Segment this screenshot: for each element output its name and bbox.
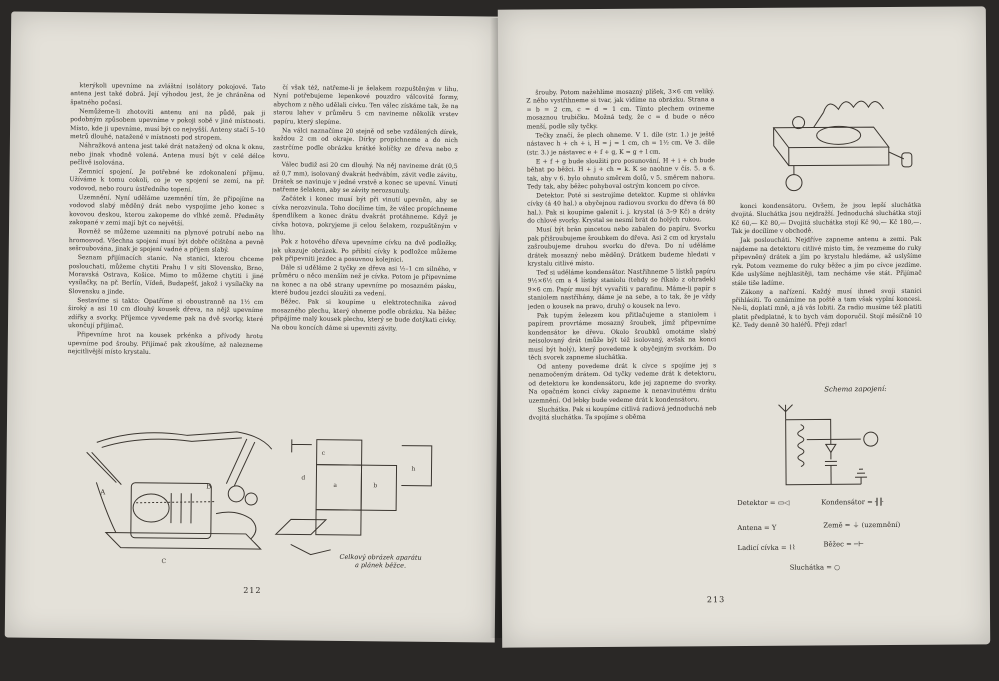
legend-label: Kondensátor = [821,498,873,507]
svg-text:b: b [373,482,378,490]
schema-title: Schema zapojení: [824,385,887,394]
paragraph: Zákony a nařízení. Každý musí ihned svoji stanici přihlásiti. To oznámíme na poště a tam však vyplní koncesi. Ne-li, doplatí mně, a já vás lobiti. Za radio musíme též platiti platit předplatné, k to bych vám doporučil. Stojí měsíčně 10 Kč. Tedy denně 30 haléřů. Přeji zdar! [731,287,922,330]
legend-slider [823,540,863,548]
legend-antenna [737,524,776,532]
paragraph: Rovněž se můžeme uzemniti na plynové potrubí nebo na hromosvod. Všechna spojení musí být dobře očištěna a pevně sešroubována, jinak je spojení vadné a příjem slabý. [68,228,265,254]
legend-label: Běžec = [823,540,852,549]
legend-label: Sluchátka = [789,563,832,572]
paragraph: Náhražková antena jest také drát natažený od okna k oknu, nebo jinak vhodně volená. Antena musí být v celé délce pečlivě isolována. [69,142,265,167]
legend-label: Ladicí cívka = [737,543,787,553]
svg-text:a: a [333,481,337,489]
condenser-symbol-icon: ╢╟ [874,498,884,507]
ground-symbol-icon: ⏚ [852,521,860,530]
headphones-symbol-icon: ○ [834,563,841,572]
detector-illustration [753,87,924,198]
paragraph: Začátek i konec musí být při vinutí upevněn, aby se cívka nerozvinula. Toho docílíme tím, že válec propíchneme špendlíkem a konec drátu dvakrát protáhneme. Když je cívka hotova, pokryjeme ji celou šelakem, rozpuštěným v lihu. [271,195,458,237]
paragraph: Jak posloucháti. Nejdříve zapneme antenu a zemi. Pak najdeme na detektoru citlivé místo tím, že vezmeme do ruky připevněný drátek a jím po krystalu hledáme, až uslyšíme ryk. Potom vezmeme do ruky běžec a jím po cívce jezdíme. Kde uslyšíme nejhlasitěji, tam necháme vše stát. Přijímač stále tiše ladíme. [731,236,922,287]
paragraph: E + f + g bude sloužiti pro posunování. H + i + ch bude běhat po běžci. H + j + ch = k. K se naohne v čís. 5. a 6. tak, aby v 6. bylo ohnuto směrem dolů, v 5. směrem nahoru. Tedy tak, aby běžec pohyboval ostrým koncem po cívce. [526,156,715,191]
paragraph: Pak z hotového dřeva upevníme cívku na dvě podložky, jak ukazuje obrázek. Po přibití cívky k podložce můžeme pak připevniti jezdec a posuvnou kolejnici. [271,238,457,264]
paragraph: Pak tupým železem kou přitlačujeme a staniolem i papírem provrtáme mosazný šroubek, jímž připevníme kondensátor ke dřevu. Okolo šroubků omotáme slabý neisolovaný drát (může být též isolovaný, avšak na konci musí být holý), který povedeme k obyčejným svorkám. Do těch svorek zapneme sluchátka. [527,310,717,362]
page-number-right: 213 [706,595,726,605]
svg-text:d: d [301,474,306,482]
legend-note: (uzemnění) [861,520,901,530]
paragraph: šrouby. Potom nažehlíme mosazný plíšek, 3×6 cm veliký. Z něho vystřihneme si tvar, jak vidíme na obrázku. Strana a = b = 2 cm, c = d = 1 cm. Tímto plechem ovineme mosaznou trubičku. Možná tedy, že c = d bude o něco menší, podle síly tyčky. [526,88,715,131]
legend-headphones [790,563,840,571]
caption-line-1: Celkový obrázek aparátu [339,552,422,562]
paragraph: Tečky značí, že plech ohneme. V 1. díle (str. 1.) je ještě nástavec h + ch + i, H = j = 1 cm, ch = 1½ cm. Ve 3. díle (str. 3.) je nástavec e + f + g, K = g + l cm. [526,130,715,157]
paragraph: kterýkoli upevníme na zvláštní isolátory pokojové. Tato antena jest také dobrá. Její výhodou jest, že je chráněna od špatného počasí. [70,82,266,107]
paragraph: Detektor. Poté si sestrojíme detektor. Kupme si ohlávku cívky (á 40 hal.) a obyčejnou radiovou svorku do dřeva (á 80 hal.). Pak si koupíme galenit i. j. krystal (á 3–9 Kč) a dráty do chlové svorky. Krystal se nesmí brát do holých rukou. [527,191,716,225]
legend-ground [823,519,900,530]
paragraph: čí však též, natřeme-li je šelakem rozpuštěným v lihu. Nyní potřebujeme lepenkové pouzdro válcovité formy, abychom z něho udělali cívku. Ten válec získáme tak, že na starou lahev v průměru 5 cm navineme několik vrstev papíru, který slepíme. [273,84,459,126]
caption-line-2: a plánek běžce. [354,561,407,570]
page-number-left: 212 [243,585,262,596]
paragraph: Na válci naznačíme 20 stejně od sebe vzdálených dírek, každou 2 cm od okraje. Dírky propíchneme a do nich zastrčíme podle obrázku krátké kolíčky ze dřeva nebo z kovu. [272,127,459,160]
paragraph: Zemnicí spojení. Je potřebné ke zdokonalení příjmu. Užíváme k tomu cokoli, co je ve spojení se zemí, na př. vodovod, nebo rouru ústředního topení. [69,168,265,194]
paragraph: Musí být brán pincetou nebo zabalen do papíru. Svorku pak přišroubujeme šroubkem do dřeva. Asi 2 cm od krystalu zašroubujeme druhou svorku do dřeva. Do ní uděláme drátek mosazný nebo měděný. Drátkem budeme hledati v krystalu citlivé místo. [527,225,716,268]
svg-text:h: h [411,465,416,473]
paragraph: Připevníme hrot na kousek prkénka a přívody hrotu upevníme pod šrouby. Přijímač pak zkoušíme, až nalezneme nejcitlivější místo krystalu. [67,331,263,356]
right-page-column-1 [526,88,717,589]
paragraph: Sestavíme si takto: Opatříme si oboustranně na 1½ cm široký a asi 10 cm dlouhý kousek dřeva, na nějž upevníme zdířky a svorky. Příjemce vyvedeme pak na dvě svorky, které ukončují přijímač. [67,296,264,330]
left-page-column-2 [270,84,459,426]
svg-text:c: c [321,449,326,457]
paragraph: Válec budiž asi 20 cm dlouhý. Na něj navineme drát (0,5 až 0,7 mm), isolovaný dvakrát hedvábím, závit vedle závitu. Drátek se navinuje v jedné vrstvě a konec se upevní. Vinutí natřeme šelakem, aby se závity nerozsunuly. [272,161,458,196]
left-page [5,11,502,642]
svg-text:C: C [161,558,167,566]
coil-symbol-icon: ⌇⌇ [788,543,796,552]
right-page [498,6,990,647]
legend-label: Detektor = [737,498,776,508]
detector-symbol-icon: ▭◁ [777,498,790,507]
legend-label: Antena = [737,523,770,533]
left-page-column-1 [67,82,266,424]
paragraph: Dále si uděláme 2 tyčky ze dřeva asi ½–1 cm silného, v průměru o něco menším než je cívka. Potom je připevníme na konec a na obě strany upevníme po mosazném pásku, které budou jezdci sloužiti za vedení. [271,264,457,298]
paragraph: Seznam přijímacích stanic. Na stanici, kterou chceme poslouchati, můžeme chytiti Prahu I v síti Slovensko, Brno, Moravská Ostrava, Košice. Mimo to můžeme chytiti i jiné vysílačky, na př. Berlín, Vídeň, Budapešť, jakož i vysílačky na Slovensku a jinde. [68,254,264,296]
legend-condenser [821,498,883,506]
legend-label: Země = [823,521,851,530]
paragraph: Od anteny povedeme drát k cívce s spojíme jej s nenamočeným drátem. Od tyčky vedeme drát k detektoru, od detektoru ke kondensátoru, kde jej zapneme do svorky. Na opačném konci cívky zapneme k nenavinutému drátu uzemnění. Od lebky bude vedeme drát k kondensátoru. [528,362,717,405]
paragraph: Sluchátka. Pak si koupíme citlivá radiová jednoduchá neb dvojitá sluchátka. Ta spojíme s oběma [528,404,717,422]
circuit-schema [771,399,922,500]
legend-detector [737,499,789,507]
apparatus-illustration [75,422,277,574]
paragraph: konci kondensátoru. Ovšem, že jsou lepší sluchátka dvojitá. Sluchátka jsou nejdražší. Jednoduchá sluchátka stojí Kč 60,— Kč 80,— Dvojitá sluchátka stojí Kč 90,— Kč 180,—. Tak je docílíme v obchodě. [731,201,922,236]
slider-plan-diagram [271,424,447,566]
legend-tuning-coil [738,544,796,552]
paragraph: Teď si uděláme kondensátor. Nastřihneme 5 lístků papíru 9½×6½ cm a 4 lístky staniolu (tehdy se říkalo z ohradek) 9×6 cm. Papír musí být vyvařiti v parafinu. Máme-li papír s staniolem nastříhány, dáme je na sebe, a to tak, že je vždy jeden o kousek na pravo, druhý o kousek na levo. [527,268,716,311]
slider-symbol-icon: ─⊢ [853,540,864,549]
paragraph: Nemůžeme-li zhotoviti antenu ani na půdě, pak ji podobným způsobem upevníme v pokoji sobě v jiné místnosti. Místo, kde ji upevníme, musí být co nejvyšší. Anteny stačí 5–10 metrů dlouhé, natažené v místnosti pod stropem. [69,108,266,142]
svg-text:A: A [100,488,106,497]
right-page-column-2 [731,202,922,373]
paragraph: Uzemnění. Nyní uděláme uzemnění tím, že připojíme na vodovod slabý měděný drát nebo vyspojíme jeho konec s kovovou deskou, kterou zakopeme do vlhké země. Předměty zakopané v zemi mají být co největší. [69,194,265,228]
antenna-symbol-icon: Y [771,523,777,532]
paragraph: Běžec. Pak si koupíme u elektrotechnika závod mosazného plechu, který ohneme podle obrázku. Na běžec připájíme malý kousek plechu, který se bude dotýkati cívky. Na obou koncích dáme si upevniti závity. [270,298,457,333]
figure-caption [310,553,450,570]
svg-text:B: B [206,482,212,491]
